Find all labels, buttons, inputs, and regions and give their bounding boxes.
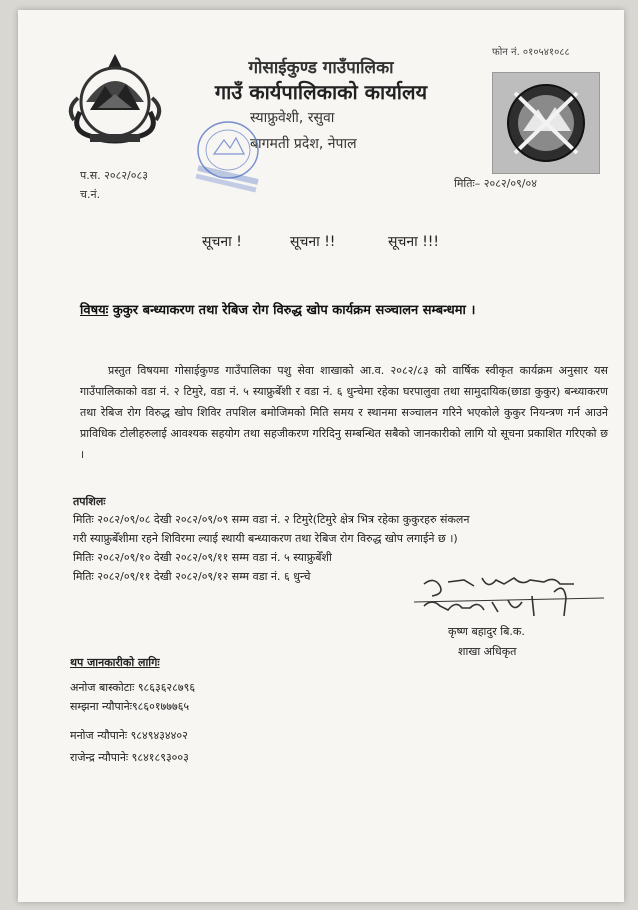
schedule-heading: तपशिलः [73, 495, 106, 508]
municipality-logo [492, 72, 600, 174]
subject-line [80, 300, 600, 318]
notice-word-3: सूचना !!! [388, 234, 440, 250]
municipality-name: गोसाईकुण्ड गाउँपालिका [248, 58, 394, 78]
contact-item: मनोज न्यौपानेः ९८४९४३४४०२ [70, 729, 188, 742]
schedule-line-4: मितिः २०८२/०९/११ देखी २०८२/०९/१२ सम्म वडा नं. ६ धुन्चे [73, 570, 311, 583]
contact-item: अनोज बास्कोटाः ९८६३६२८७९६ [70, 681, 196, 694]
schedule-line-1: मितिः २०८२/०९/०८ देखी २०८२/०९/०९ सम्म वडा नं. २ टिमुरे(टिमुरे क्षेत्र भित्र रहेका कुकुरहरु संकलन [73, 513, 470, 526]
signatory-name: कृष्ण बहादुर बि.क. [448, 625, 525, 638]
office-name: गाउँ कार्यपालिकाको कार्यालय [214, 80, 428, 104]
schedule-line-3: मितिः २०८२/०९/१० देखी २०८२/०९/११ सम्म वडा नं. ५ स्याफ्रुबेँशी [73, 551, 332, 564]
office-phone: फोन नं. ०१०५४१०८८ [492, 47, 570, 58]
letter-date: मितिः– २०८२/०९/०४ [454, 177, 537, 190]
contact-item: राजेन्द्र न्यौपानेः ९८४१८९३००३ [70, 751, 189, 764]
notice-word-2: सूचना !! [290, 234, 336, 250]
office-location: स्याफ्रुवेशी, रसुवा [250, 110, 335, 126]
subject-label: विषयः [80, 303, 109, 318]
reference-ps: प.स. २०८२/०८३ [80, 169, 148, 182]
office-province: बागमती प्रदेश, नेपाल [250, 136, 357, 152]
schedule-line-2: गरी स्याफ्रुबेँशीमा रहने शिविरमा ल्याई स्थायी बन्ध्याकरण तथा रेबिज रोग विरुद्ध खोप लगाईने छ ।) [73, 532, 458, 545]
notice-body: प्रस्तुत विषयमा गोसाईकुण्ड गाउँपालिका पशु सेवा शाखाको आ.व. २०८२/८३ को वार्षिक स्वीकृत कार्यक्रम अनुसार यस गाउँपालिकाको वडा नं. २ टिमुरे, वडा नं. ५ स्याफ्रुबेँशी र वडा नं. ६ धुन्चेमा रहेका घरपालुवा तथा सामुदायिक(छाडा कुकुर) बन्ध्याकरण तथा रेबिज रोग विरुद्ध खोप शिविर तपशिल बमोजिमको मिति समय र स्थानमा सञ्चालन गरिने भएकोले कुकुर नियन्त्रण गर्न आउने प्राविधिक टोलीहरुलाई आवश्यक सहयोग तथा सहजीकरण गरिदिनु सम्बन्धित सबैको जानकारीको लागि यो सूचना प्रकाशित गरिएको छ । [80, 364, 608, 461]
subject-text: कुकुर बन्ध्याकरण तथा रेबिज रोग विरुद्ध खोप कार्यक्रम सञ्चालन सम्बन्धमा । [112, 303, 476, 318]
notice-word-1: सूचना ! [202, 234, 242, 250]
handwritten-signature [404, 572, 614, 622]
letter-page [18, 10, 624, 902]
contact-heading: थप जानकारीको लागिः [70, 656, 160, 669]
reference-cn: च.नं. [80, 188, 101, 201]
office-seal-stamp [184, 110, 272, 196]
contact-item: सम्झना न्यौपानेः९८६०१७७७६५ [70, 700, 190, 713]
signatory-title: शाखा अधिकृत [458, 645, 517, 658]
